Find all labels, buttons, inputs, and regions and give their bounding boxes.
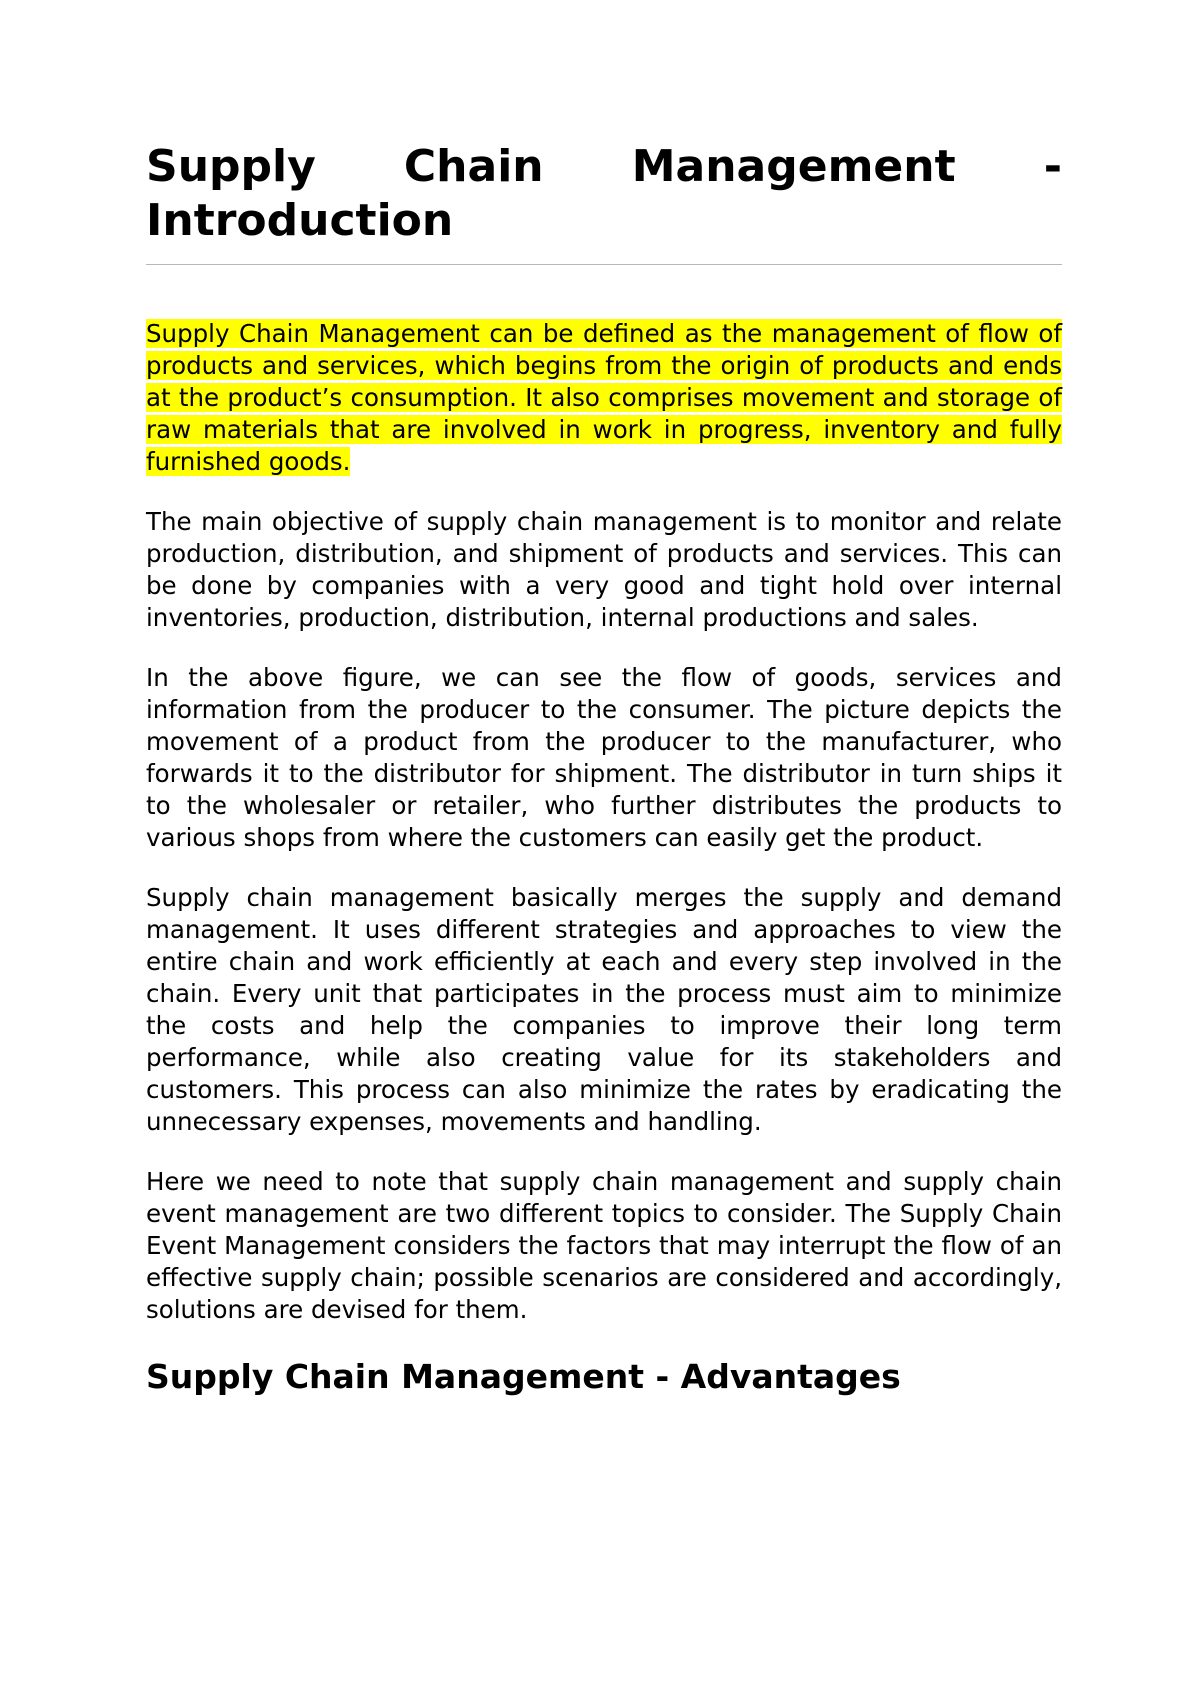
title-divider (146, 264, 1062, 265)
paragraph-event-management: Here we need to note that supply chain management and supply chain event management are two different topics to consider. The Supply Chain Event Management considers the factors that may interrupt the flow of an effective supply chain; possible scenarios are considered and accordingly, solutions are devised for them. (146, 1167, 1062, 1324)
paragraph-objective: The main objective of supply chain management is to monitor and relate production, distribution, and shipment of products and services. This can be done by companies with a very good and tight hold over internal inventories, production, distribution, internal productions and sales. (146, 507, 1062, 632)
paragraph-figure-description: In the above figure, we can see the flow of goods, services and information from the producer to the consumer. The picture depicts the movement of a product from the producer to the manufacturer, who forwards it to the distributor for shipment. The distributor in turn ships it to the wholesaler or retailer, who further distributes the products to various shops from where the customers can easily get the product. (146, 663, 1062, 852)
paragraph-strategies: Supply chain management basically merges the supply and demand management. It uses different strategies and approaches to view the entire chain and work efficiently at each and every step involved in the chain. Every unit that participates in the process must aim to minimize the costs and help the companies to improve their long term performance, while also creating value for its stakeholders and customers. This process can also minimize the rates by eradicating the unnecessary expenses, movements and handling. (146, 883, 1062, 1136)
section-heading-advantages: Supply Chain Management - Advantages (146, 1357, 901, 1396)
highlighted-text: Supply Chain Management can be defined as the management of flow of products and services, which begins from the origin of products and ends at the product’s consumption. It also comprises movement and storage of raw materials that are involved in work in progress, inventory and fully furnished goods. (146, 319, 1062, 476)
paragraph-definition (146, 318, 1062, 478)
page-title: Supply Chain Management - Introduction (146, 141, 1062, 246)
document-page (146, 140, 1062, 1397)
